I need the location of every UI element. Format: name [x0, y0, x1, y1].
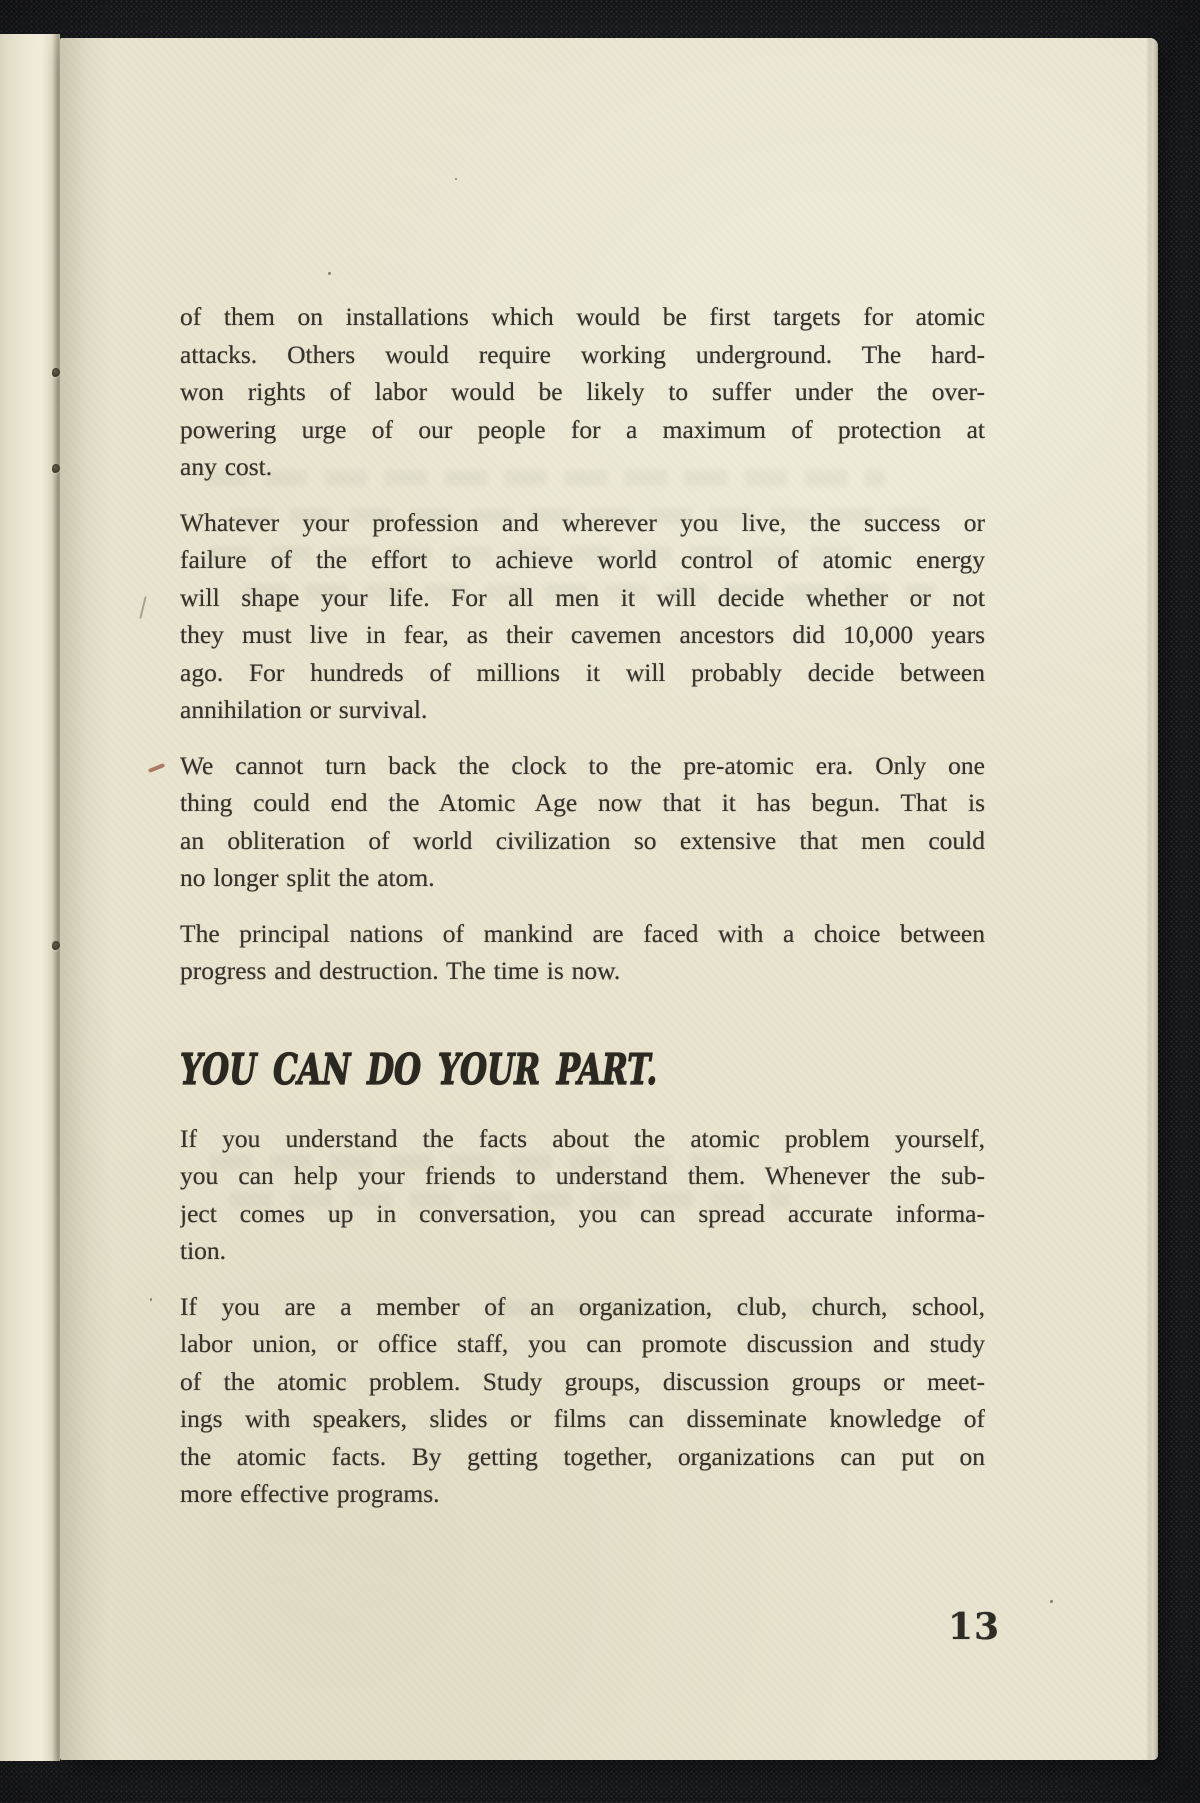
text-column	[180, 298, 985, 1531]
text-line: ago. For hundreds of millions it will probably decide between	[180, 657, 985, 687]
text-line: of the atomic problem. Study groups, discussion groups or meet-	[180, 1366, 985, 1396]
text-line: The principal nations of mankind are faced with a choice between	[180, 918, 985, 948]
text-line: will shape your life. For all men it will decide whether or not	[180, 582, 985, 612]
text-line: attacks. Others would require working underground. The hard-	[180, 339, 985, 369]
text-line: tion.	[180, 1236, 227, 1265]
page-number: 13	[948, 1606, 1001, 1648]
text-line: If you understand the facts about the atomic problem yourself,	[180, 1123, 985, 1153]
text-line: If you are a member of an organization, club, church, school,	[180, 1291, 985, 1321]
text-line: the atomic facts. By getting together, organizations can put on	[180, 1441, 985, 1471]
text-line: you can help your friends to understand them. Whenever the sub-	[180, 1161, 985, 1190]
dust-speck	[1050, 1600, 1053, 1603]
margin-pen-mark	[139, 596, 147, 619]
paragraph	[180, 1288, 985, 1513]
text-line: progress and destruction. The time is now.	[180, 956, 621, 985]
text-line: annihilation or survival.	[180, 695, 428, 724]
text-line: Whatever your profession and wherever you live, the success or	[180, 507, 985, 537]
margin-red-mark	[148, 763, 165, 773]
text-line: failure of the effort to achieve world control of atomic energy	[180, 545, 985, 574]
text-line: thing could end the Atomic Age now that it has begun. That is	[180, 788, 985, 817]
text-line: labor union, or office staff, you can promote discussion and study	[180, 1329, 985, 1358]
text-line: they must live in fear, as their cavemen ancestors did 10,000 years	[180, 620, 985, 649]
page-edge-stack	[1146, 38, 1158, 1760]
text-line: ings with speakers, slides or films can disseminate knowledge of	[180, 1404, 985, 1433]
facing-page-fold	[0, 34, 60, 1761]
text-line: any cost.	[180, 452, 273, 481]
text-line: of them on installations which would be first targets for atomic	[180, 302, 985, 331]
text-line: ject comes up in conversation, you can spread accurate informa-	[180, 1198, 985, 1228]
paragraph	[180, 915, 985, 990]
section-heading: YOU CAN DO YOUR PART.	[180, 1044, 658, 1094]
text-line: powering urge of our people for a maximum of protection at	[180, 414, 985, 444]
dust-speck	[455, 178, 457, 180]
paragraph	[180, 1120, 985, 1270]
text-line: no longer split the atom.	[180, 863, 435, 892]
text-line: an obliteration of world civilization so extensive that men could	[180, 825, 985, 855]
gutter-shadow	[60, 38, 112, 1760]
text-line: We cannot turn back the clock to the pre-atomic era. Only one	[180, 750, 985, 780]
dust-speck	[150, 1298, 152, 1301]
text-line: more effective programs.	[180, 1479, 440, 1508]
paragraph	[180, 298, 985, 486]
paragraph	[180, 747, 985, 897]
book-page	[60, 38, 1158, 1760]
paragraph	[180, 504, 985, 729]
text-line: won rights of labor would be likely to suffer under the over-	[180, 377, 985, 406]
dust-speck	[328, 272, 331, 275]
